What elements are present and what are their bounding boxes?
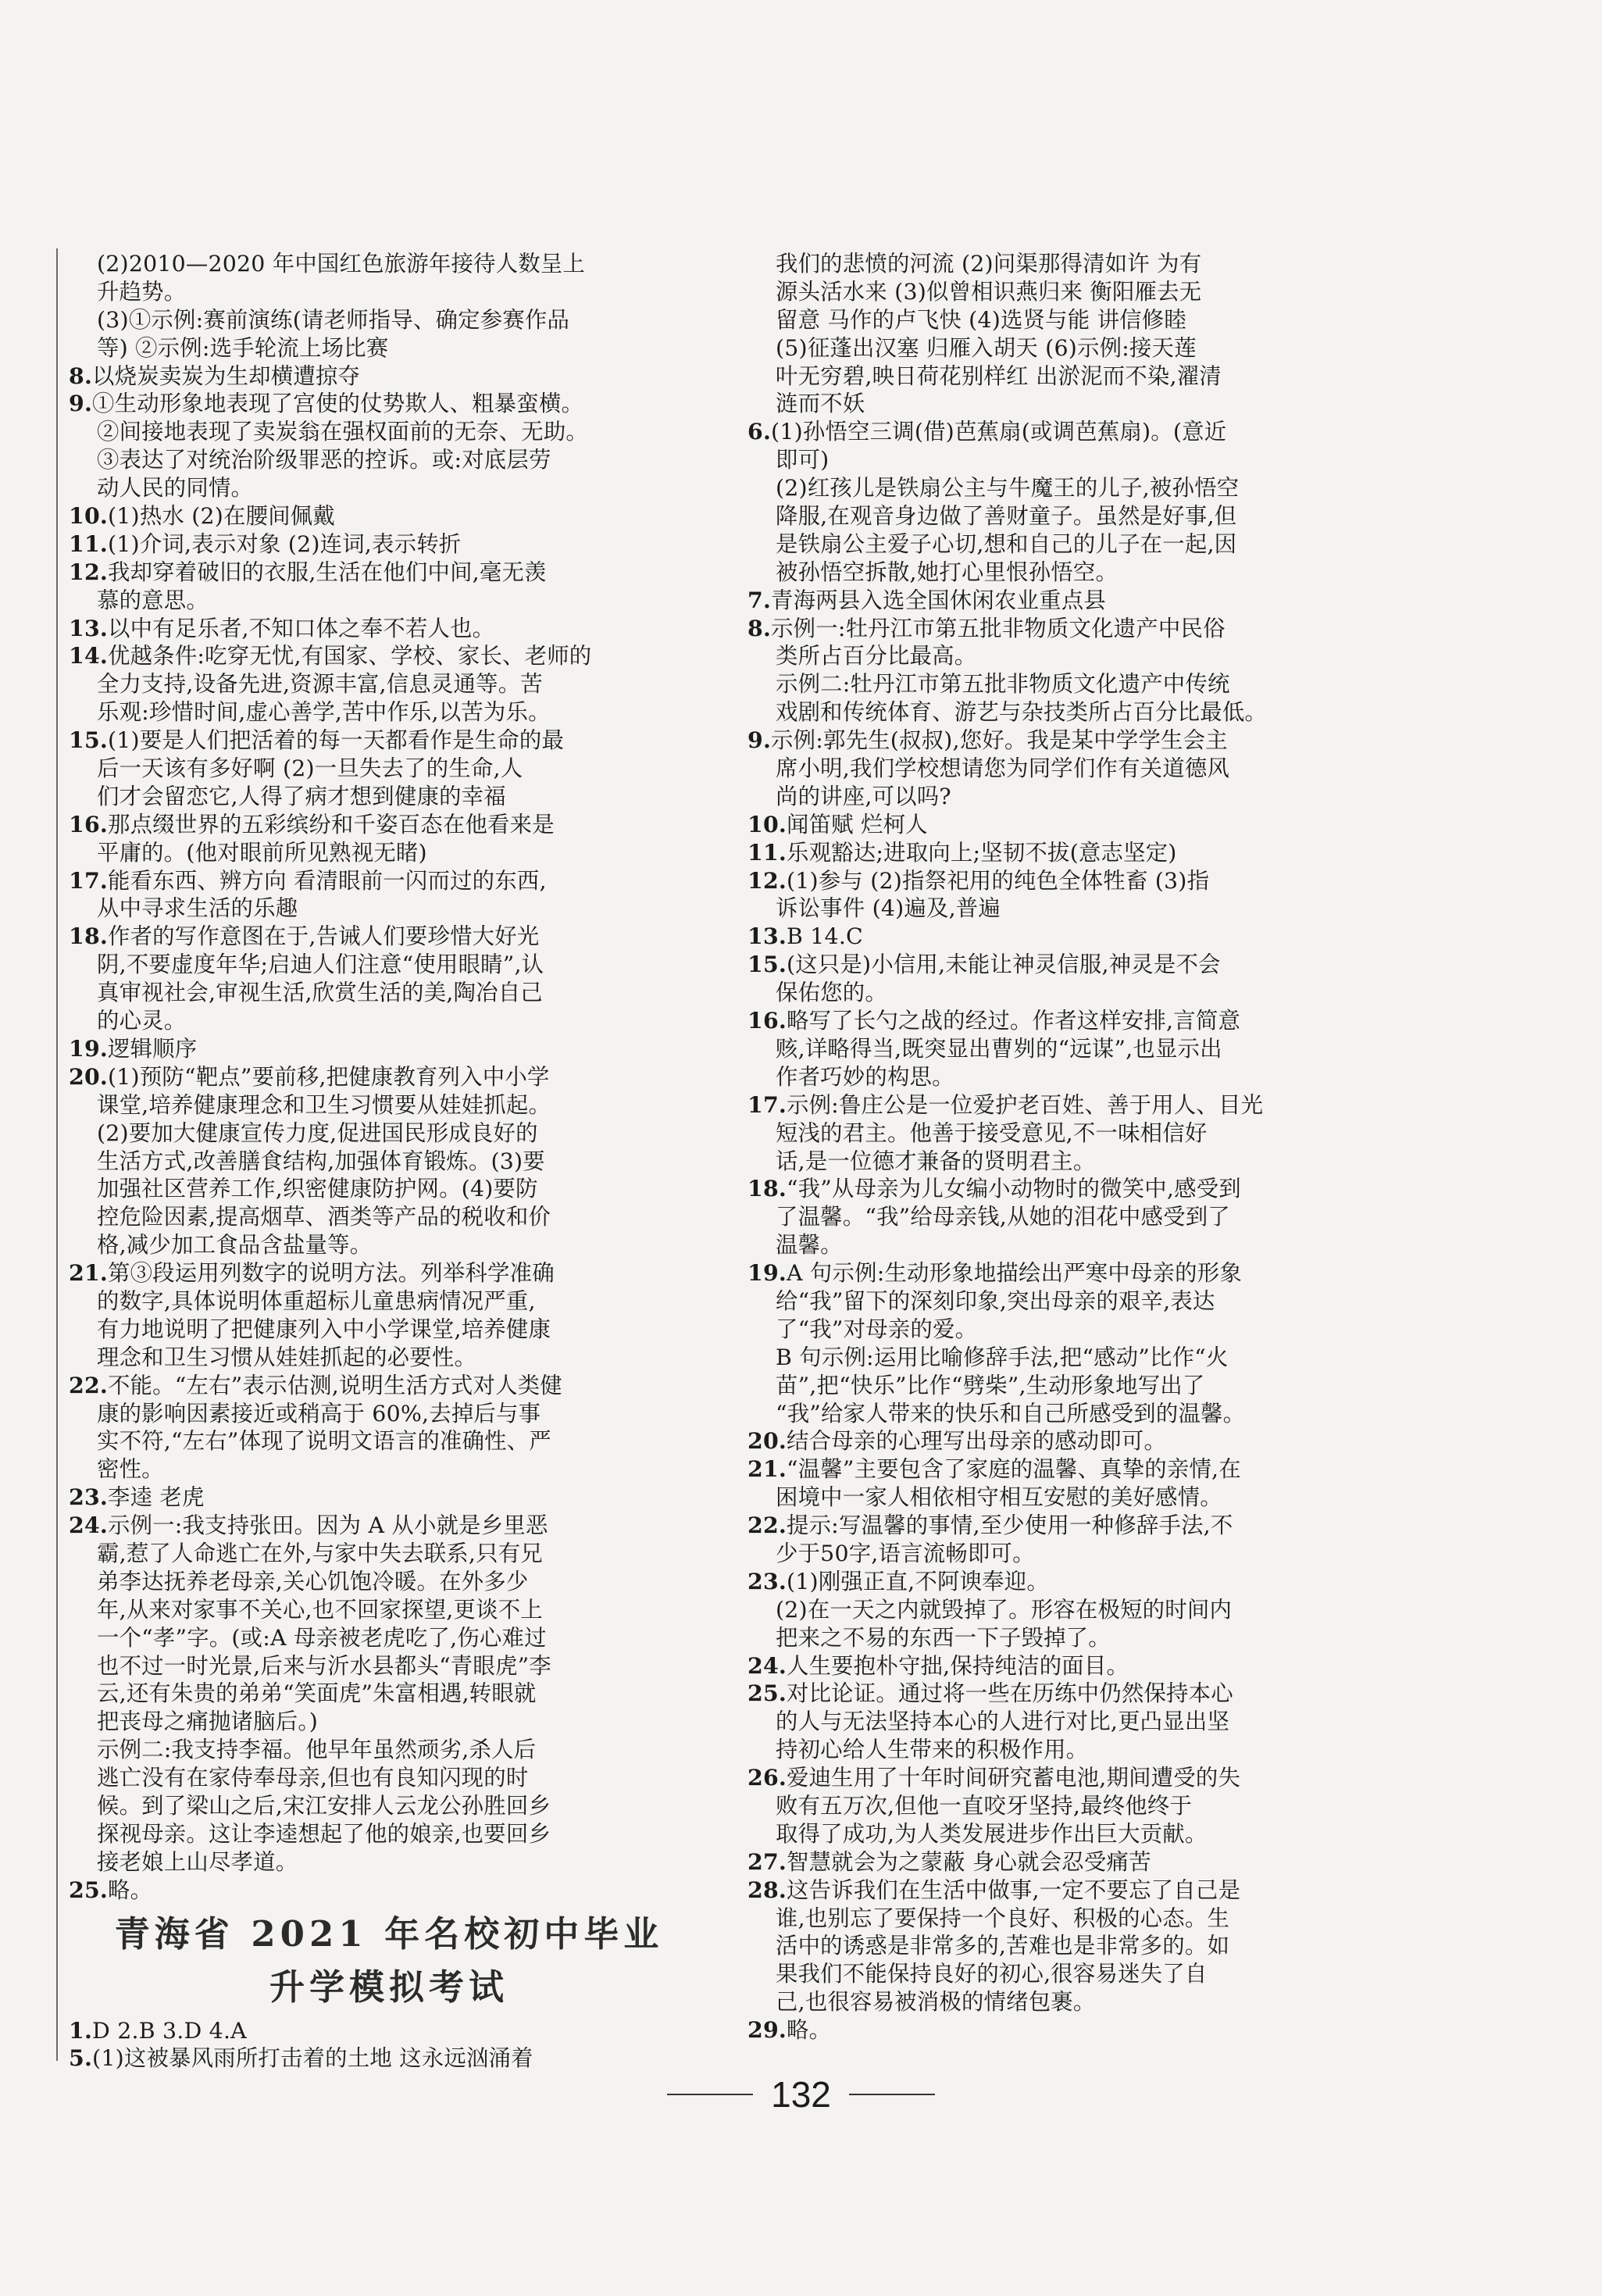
answer-line: “我”给家人带来的快乐和自己所感受到的温馨。 — [776, 1400, 1246, 1427]
answer-line: 温馨。 — [776, 1232, 843, 1259]
answer-line: (3)①示例:赛前演练(请老师指导、确定参赛作品 — [97, 306, 570, 333]
answer-line: 21.“温馨”主要包含了家庭的温馨、真挚的亲情,在 — [747, 1455, 1241, 1483]
answer-line: 示例二:牡丹江市第五批非物质文化遗产中传统 — [776, 671, 1230, 698]
answer-line: 我们的悲愤的河流 (2)问渠那得清如许 为有 — [776, 251, 1202, 277]
answer-line: 11.乐观豁达;进取向上;坚韧不拔(意志坚定) — [747, 838, 1177, 866]
answer-line: 17.示例:鲁庄公是一位爱护老百姓、善于用人、目光 — [747, 1091, 1264, 1118]
answer-line: (2)在一天之内就毁掉了。形容在极短的时间内 — [776, 1596, 1233, 1623]
question-number: 25. — [69, 1876, 108, 1903]
answer-line: 18.“我”从母亲为儿女编小动物时的微笑中,感受到 — [747, 1175, 1241, 1202]
question-number: 18. — [69, 923, 108, 950]
answer-line: 也不过一时光景,后来与沂水县都头“青眼虎”李 — [97, 1652, 551, 1679]
answer-line: 把来之不易的东西一下子毁掉了。 — [776, 1624, 1111, 1651]
answer-line: 有力地说明了把健康列入中小学课堂,培养健康 — [97, 1316, 551, 1342]
answer-line: 接老娘上山尽孝道。 — [97, 1848, 298, 1875]
question-number: 18. — [747, 1175, 787, 1202]
answer-line: 加强社区营养工作,织密健康防护网。(4)要防 — [97, 1176, 538, 1202]
question-number: 12. — [747, 866, 787, 894]
answer-line: 格,减少加工食品含盐量等。 — [97, 1232, 373, 1259]
answer-line: 生活方式,改善膳食结构,加强体育锻炼。(3)要 — [97, 1148, 545, 1174]
question-number: 8. — [747, 614, 772, 641]
answer-line: 22.不能。“左右”表示估测,说明生活方式对人类健 — [69, 1371, 562, 1398]
page-number: 132 — [771, 2074, 831, 2115]
question-number: 5. — [69, 2044, 93, 2072]
answer-line: 23.李逵 老虎 — [69, 1484, 205, 1511]
answer-line: 类所占百分比最高。 — [776, 643, 977, 670]
footer-rule-right — [849, 2094, 935, 2095]
question-number: 8. — [69, 362, 93, 389]
answer-line: 7.青海两县入选全国休闲农业重点县 — [747, 586, 1106, 613]
answer-line: 探视母亲。这让李逵想起了他的娘亲,也要回乡 — [97, 1820, 551, 1847]
answer-line: 云,还有朱贵的弟弟“笑面虎”朱富相遇,转眼就 — [97, 1680, 537, 1707]
answer-line: 动人民的同情。 — [97, 475, 254, 502]
answer-line: 诉讼事件 (4)遍及,普遍 — [776, 895, 1001, 922]
question-number: 10. — [69, 502, 108, 530]
answer-line: 8.以烧炭卖炭为生却横遭掠夺 — [69, 362, 361, 389]
question-number: 28. — [747, 1876, 787, 1903]
footer-rule-left — [667, 2094, 753, 2095]
answer-line: 的数字,具体说明体重超标儿童患病情况严重, — [97, 1287, 536, 1314]
answer-line: 年,从来对家事不关心,也不回家探望,更谈不上 — [97, 1596, 543, 1623]
answer-line: 慕的意思。 — [97, 587, 209, 613]
question-number: 14. — [69, 642, 108, 670]
left-column — [69, 250, 709, 2073]
answer-line: 9.①生动形象地表现了宫使的仗势欺人、粗暴蛮横。 — [69, 390, 584, 417]
question-number: 9. — [69, 390, 93, 417]
section-title: 升学模拟考试 — [269, 1966, 508, 2008]
answer-line: 持初心给人生带来的积极作用。 — [776, 1737, 1089, 1763]
answer-line: (5)征蓬出汉塞 归雁入胡天 (6)示例:接天莲 — [776, 334, 1197, 361]
answer-line: 课堂,培养健康理念和卫生习惯要从娃娃抓起。 — [97, 1091, 551, 1118]
question-number: 11. — [69, 530, 108, 557]
answer-line: (2)要加大健康宣传力度,促进国民形成良好的 — [97, 1119, 538, 1146]
answer-line: 少于50字,语言流畅即可。 — [776, 1540, 1035, 1566]
answer-line: 源头活水来 (3)似曾相识燕归来 衡阳雁去无 — [776, 278, 1202, 305]
answer-line: 20.(1)预防“靶点”要前移,把健康教育列入中小学 — [69, 1062, 550, 1090]
answer-line: 平庸的。(他对眼前所见熟视无睹) — [97, 839, 427, 866]
answer-line: 弟李达抚养老母亲,关心饥饱冷暖。在外多少 — [97, 1568, 529, 1594]
answer-line: 13.B 14.C — [747, 923, 863, 950]
answer-line: 13.以中有足乐者,不知口体之奉不若人也。 — [69, 614, 495, 641]
answer-line: (2)红孩儿是铁扇公主与牛魔王的儿子,被孙悟空 — [776, 475, 1240, 502]
question-number: 23. — [747, 1567, 787, 1594]
answer-line: 密性。 — [97, 1456, 164, 1483]
answer-line: 24.示例一:我支持张田。因为 A 从小就是乡里恶 — [69, 1512, 548, 1539]
answer-line: 示例二:我支持李福。他早年虽然顽劣,杀人后 — [97, 1737, 537, 1763]
question-number: 25. — [747, 1680, 787, 1707]
answer-line: 12.(1)参与 (2)指祭祀用的纯色全体牲畜 (3)指 — [747, 866, 1210, 894]
answer-line: 14.优越条件:吃穿无忧,有国家、学校、家长、老师的 — [69, 642, 592, 670]
answer-line: 等) ②示例:选手轮流上场比赛 — [97, 334, 389, 361]
answer-line: 10.(1)热水 (2)在腰间佩戴 — [69, 502, 335, 530]
answer-line: 从中寻求生活的乐趣 — [97, 895, 298, 922]
answer-line: 25.略。 — [69, 1876, 153, 1903]
question-number: 22. — [747, 1512, 787, 1539]
answer-line: 23.(1)刚强正直,不阿谀奉迎。 — [747, 1567, 1049, 1594]
question-number: 26. — [747, 1764, 787, 1791]
answer-line: 26.爱迪生用了十年时间研究蓄电池,期间遭受的失 — [747, 1764, 1241, 1791]
question-number: 29. — [747, 2016, 787, 2044]
answer-line: 己,也很容易被消极的情绪包裹。 — [776, 1989, 1096, 2016]
answer-line: 21.第③段运用列数字的说明方法。列举科学准确 — [69, 1259, 555, 1287]
answer-line: 阴,不要虚度年华;启迪人们注意“使用眼睛”,认 — [97, 952, 544, 978]
answer-line: 苗”,把“快乐”比作“劈柴”,生动形象地写出了 — [776, 1372, 1205, 1398]
question-number: 24. — [747, 1651, 787, 1679]
answer-line: 把丧母之痛抛诸脑后。) — [97, 1709, 318, 1735]
answer-line: 真审视社会,审视生活,欣赏生活的美,陶冶自己 — [97, 980, 543, 1006]
answer-line: 10.闻笛赋 烂柯人 — [747, 810, 928, 837]
answer-line: 赅,详略得当,既突显出曹刿的“远谋”,也显示出 — [776, 1035, 1222, 1062]
answer-line: 9.示例:郭先生(叔叔),您好。我是某中学学生会主 — [747, 727, 1228, 754]
question-number: 13. — [69, 614, 108, 641]
answer-line: 16.略写了长勺之战的经过。作者这样安排,言简意 — [747, 1007, 1241, 1034]
answer-line: 22.提示:写温馨的事情,至少使用一种修辞手法,不 — [747, 1512, 1233, 1539]
answer-line: 了温馨。“我”给母亲钱,从她的泪花中感受到了 — [776, 1204, 1230, 1230]
answer-line: 28.这告诉我们在生活中做事,一定不要忘了自己是 — [747, 1876, 1241, 1903]
answer-line: 留意 马作的卢飞快 (4)选贤与能 讲信修睦 — [776, 306, 1186, 333]
answer-line: 15.(1)要是人们把活着的每一天都看作是生命的最 — [69, 727, 565, 754]
answer-line: 8.示例一:牡丹江市第五批非物质文化遗产中民俗 — [747, 614, 1226, 641]
answer-line: 话,是一位德才兼备的贤明君主。 — [776, 1148, 1096, 1174]
answer-line: (2)2010—2020 年中国红色旅游年接待人数呈上 — [97, 251, 586, 277]
answer-line: 短浅的君主。他善于接受意见,不一味相信好 — [776, 1119, 1208, 1146]
answer-line: 果我们不能保持良好的初心,很容易迷失了自 — [776, 1961, 1208, 1987]
answer-line: 们才会留恋它,人得了病才想到健康的幸福 — [97, 783, 506, 809]
answer-line: 即可) — [776, 447, 830, 473]
answer-line: ②间接地表现了卖炭翁在强权面前的无奈、无助。 — [97, 419, 588, 445]
answer-line: 活中的诱惑是非常多的,苦难也是非常多的。如 — [776, 1933, 1230, 1959]
question-number: 1. — [69, 2016, 93, 2044]
answer-line: 18.作者的写作意图在于,告诫人们要珍惜大好光 — [69, 923, 540, 950]
question-number: 16. — [69, 810, 108, 837]
answer-line: 涟而不妖 — [776, 391, 865, 417]
question-number: 20. — [747, 1427, 787, 1455]
answer-line: 1.D 2.B 3.D 4.A — [69, 2016, 247, 2044]
question-number: 16. — [747, 1007, 787, 1034]
answer-line: 叶无穷碧,映日荷花别样红 出淤泥而不染,濯清 — [776, 362, 1222, 389]
answer-line: 谁,也别忘了要保持一个良好、积极的心态。生 — [776, 1905, 1230, 1931]
answer-line: 控危险因素,提高烟草、酒类等产品的税收和价 — [97, 1204, 551, 1230]
answer-line: 19.逻辑顺序 — [69, 1034, 198, 1062]
answer-line: 的心灵。 — [97, 1008, 187, 1034]
answer-line: 理念和卫生习惯从娃娃抓起的必要性。 — [97, 1344, 477, 1370]
answer-line: 困境中一家人相依相守相互安慰的美好感情。 — [776, 1484, 1222, 1511]
answer-line: 16.那点缀世界的五彩缤纷和千姿百态在他看来是 — [69, 810, 555, 837]
answer-line: 一个“孝”字。(或:A 母亲被老虎吃了,伤心难过 — [97, 1624, 547, 1651]
question-number: 23. — [69, 1484, 108, 1511]
answer-line: 实不符,“左右”体现了说明文语言的准确性、严 — [97, 1428, 551, 1455]
answer-line: 29.略。 — [747, 2016, 832, 2044]
question-number: 9. — [747, 727, 772, 754]
answer-line: 是铁扇公主爱子心切,想和自己的儿子在一起,因 — [776, 530, 1237, 557]
question-number: 21. — [69, 1259, 108, 1287]
answer-line: 降服,在观音身边做了善财童子。虽然是好事,但 — [776, 503, 1237, 530]
question-number: 10. — [747, 810, 787, 837]
answer-line: 康的影响因素接近或稍高于 60%,去掉后与事 — [97, 1400, 541, 1427]
answer-line: 25.对比论证。通过将一些在历练中仍然保持本心 — [747, 1680, 1233, 1707]
question-number: 11. — [747, 838, 787, 866]
question-number: 27. — [747, 1848, 787, 1875]
section-title: 青海省 2021 年名校初中毕业 — [114, 1912, 664, 1955]
answer-line: B 句示例:运用比喻修辞手法,把“感动”比作“火 — [776, 1344, 1229, 1370]
answer-line: 11.(1)介词,表示对象 (2)连词,表示转折 — [69, 530, 462, 557]
question-number: 12. — [69, 558, 108, 585]
question-number: 17. — [747, 1091, 787, 1118]
answer-line: 17.能看东西、辨方向 看清眼前一闪而过的东西, — [69, 866, 547, 894]
answer-line: 升趋势。 — [97, 278, 187, 305]
answer-line: 的人与无法坚持本心的人进行对比,更凸显出坚 — [776, 1709, 1230, 1735]
question-number: 24. — [69, 1512, 108, 1539]
answer-line: 保佑您的。 — [776, 980, 887, 1006]
answer-line: 了“我”对母亲的爱。 — [776, 1316, 978, 1342]
answer-line: 尚的讲座,可以吗? — [776, 783, 951, 809]
question-number: 17. — [69, 866, 108, 894]
answer-line: 败有五万次,但他一直咬牙坚持,最终他终于 — [776, 1792, 1193, 1819]
question-number: 21. — [747, 1455, 787, 1483]
question-number: 13. — [747, 923, 787, 950]
margin-rule — [56, 248, 58, 2061]
answer-line: 乐观:珍惜时间,虚心善学,苦中作乐,以苦为乐。 — [97, 699, 551, 726]
answer-line: 27.智慧就会为之蒙蔽 身心就会忍受痛苦 — [747, 1848, 1151, 1875]
question-number: 15. — [69, 727, 108, 754]
answer-line: 逃亡没有在家侍奉母亲,但也有良知闪现的时 — [97, 1765, 529, 1791]
answer-line: 取得了成功,为人类发展进步作出巨大贡献。 — [776, 1820, 1208, 1847]
answer-line: 作者巧妙的构思。 — [776, 1063, 954, 1090]
question-number: 15. — [747, 951, 787, 978]
answer-line: 被孙悟空拆散,她打心里恨孙悟空。 — [776, 559, 1119, 585]
answer-line: 席小明,我们学校想请您为同学们作有关道德风 — [776, 755, 1230, 782]
page-footer — [0, 2073, 1602, 2116]
question-number: 6. — [747, 418, 772, 445]
question-number: 22. — [69, 1371, 108, 1398]
answer-line: 15.(这只是)小信用,未能让神灵信服,神灵是不会 — [747, 951, 1221, 978]
question-number: 19. — [747, 1259, 787, 1287]
answer-line: 6.(1)孙悟空三调(借)芭蕉扇(或调芭蕉扇)。(意近 — [747, 418, 1227, 445]
question-number: 7. — [747, 586, 772, 613]
answer-line: 19.A 句示例:生动形象地描绘出严寒中母亲的形象 — [747, 1259, 1242, 1287]
answer-line: 霸,惹了人命逃亡在外,与家中失去联系,只有兄 — [97, 1540, 543, 1566]
question-number: 19. — [69, 1034, 108, 1062]
answer-line: 全力支持,设备先进,资源丰富,信息灵通等。苦 — [97, 671, 543, 698]
answer-line: 后一天该有多好啊 (2)一旦失去了的生命,人 — [97, 755, 523, 782]
answer-line: 戏剧和传统体育、游艺与杂技类所占百分比最低。 — [776, 699, 1267, 726]
question-number: 20. — [69, 1062, 108, 1090]
answer-line: 给“我”留下的深刻印象,突出母亲的艰辛,表达 — [776, 1287, 1215, 1314]
answer-line: 24.人生要抱朴守拙,保持纯洁的面目。 — [747, 1651, 1129, 1679]
right-column — [747, 250, 1435, 2044]
answer-line: 12.我却穿着破旧的衣服,生活在他们中间,毫无羡 — [69, 558, 547, 585]
answer-line: 5.(1)这被暴风雨所打击着的土地 这永远汹涌着 — [69, 2044, 533, 2072]
answer-line: 候。到了梁山之后,宋江安排人云龙公孙胜回乡 — [97, 1792, 551, 1819]
answer-line: 20.结合母亲的心理写出母亲的感动即可。 — [747, 1427, 1167, 1455]
answer-line: ③表达了对统治阶级罪恶的控诉。或:对底层劳 — [97, 447, 551, 473]
